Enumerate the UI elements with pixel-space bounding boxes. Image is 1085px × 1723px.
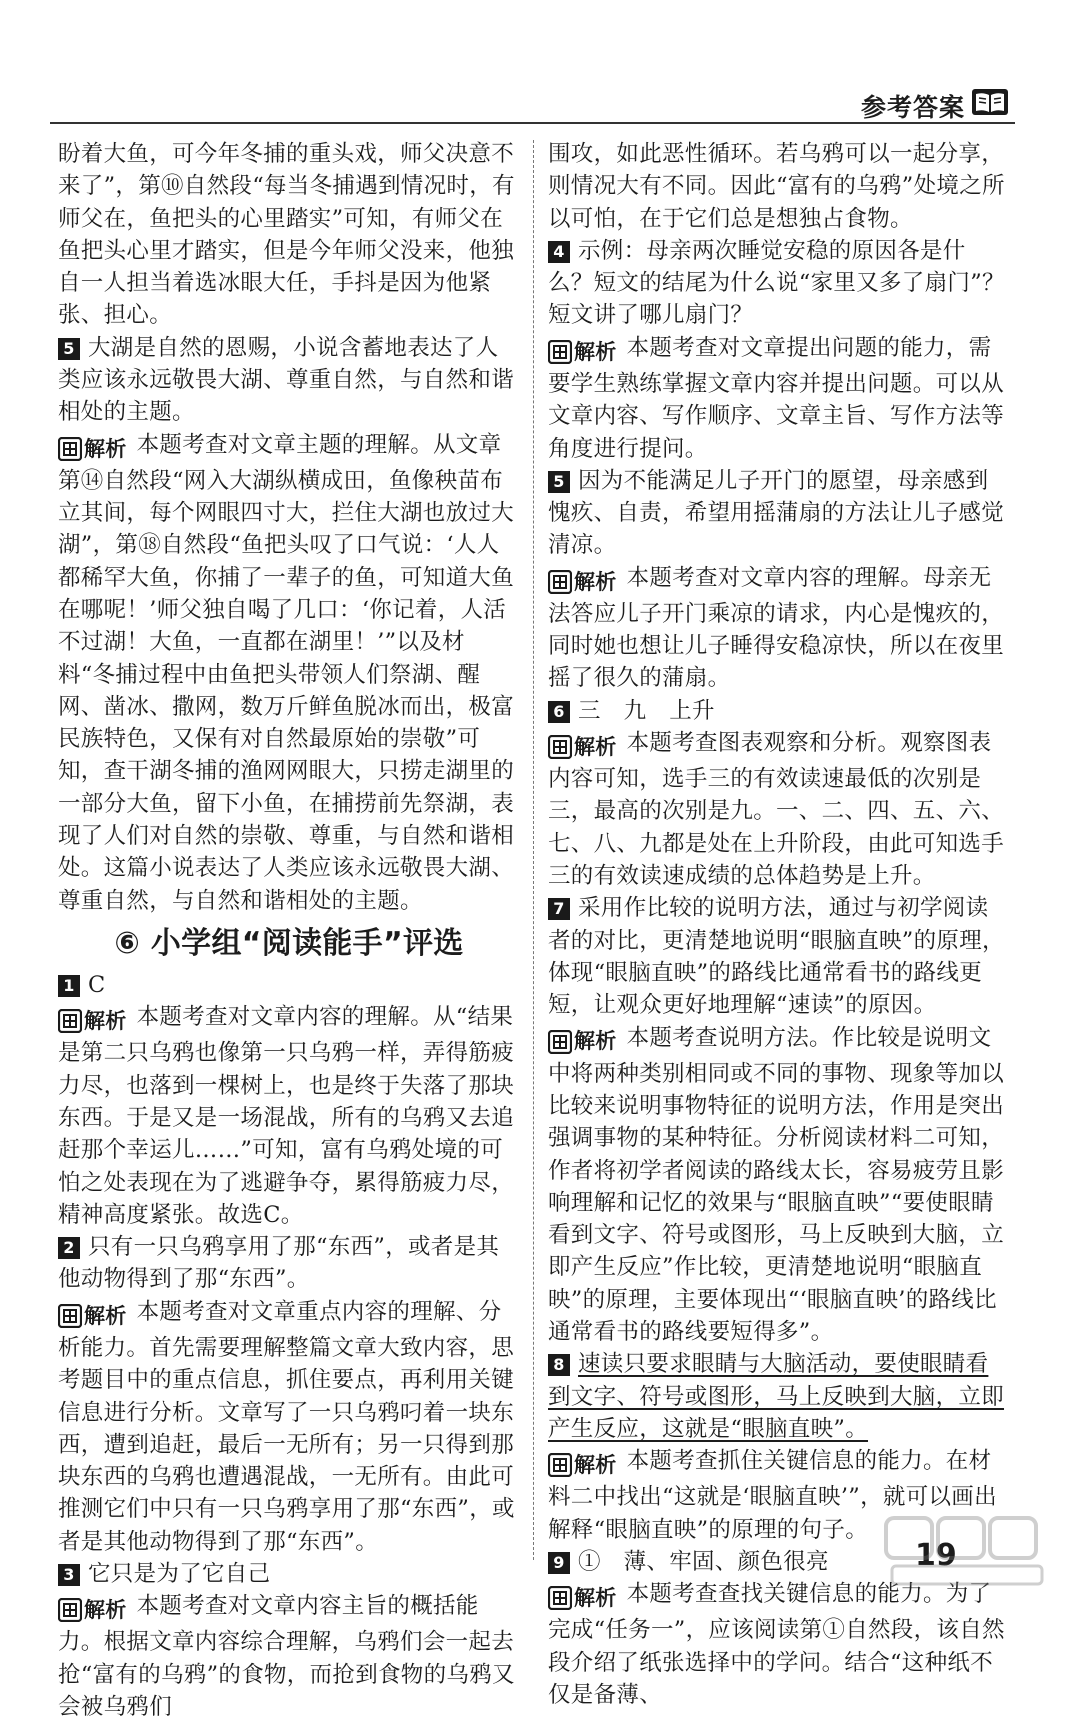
analysis-tag bbox=[548, 565, 617, 598]
paragraph-text: 本题考查图表观察和分析。观察图表内容可知，选手三的有效读速最低的次别是三，最高的次别是九。一、二、四、五、六、七、八、九都是处在上升阶段，由此可知选手三的有效读速成绩的总体趋势是上升。 bbox=[548, 730, 1005, 890]
analysis-paragraph bbox=[548, 332, 1008, 465]
analysis-paragraph bbox=[548, 1578, 1008, 1711]
paragraph-text: 本题考查对文章内容的理解。从“结果是第二只乌鸦也像第一只乌鸦一样，弄得筋疲力尽，也落到一棵树上，也是终于失落了那块东西。于是又是一场混战，所有的乌鸦又去追赶那个幸运儿……”可知，富有乌鸦处境的可怕之处表现在为了逃避争夺，累得筋疲力尽，精神高度紧张。故选C。 bbox=[58, 1004, 515, 1228]
answer-item bbox=[58, 969, 520, 1001]
question-number-badge: 7 bbox=[548, 898, 570, 920]
text-paragraph bbox=[58, 138, 520, 332]
analysis-tag bbox=[548, 730, 617, 763]
header-rule bbox=[50, 122, 1015, 124]
analysis-label: 解析 bbox=[84, 1009, 127, 1034]
paragraph-text: 本题考查对文章主题的理解。从文章第⑭自然段“网入大湖纵横成田，鱼像秧苗布立其间，每个网眼四寸大，拦住大湖也放过大湖”，第⑱自然段“鱼把头叹了口气说：‘人人都稀罕大鱼，你捕了一辈子的鱼，可知道大鱼在哪呢！’师父独自喝了几口：‘你记着，人活不过湖！大鱼，一直都在湖里！’”以及材料“冬捕过程中由鱼把头带领人们祭湖、醒网、凿冰、撒网，数万斤鲜鱼脱冰而出，极富民族特色，又保有对自然最原始的崇敬”可知，查干湖冬捕的渔网网眼大，只捞走湖里的一部分大鱼，留下小鱼，在捕捞前先祭湖，表现了人们对自然的崇敬、尊重，与自然和谐相处。这篇小说表达了人类应该永远敬畏大湖、尊重自然，与自然和谐相处的主题。 bbox=[58, 431, 515, 914]
book-icon bbox=[971, 87, 1009, 117]
analysis-icon bbox=[58, 1304, 82, 1328]
paragraph-text: 本题考查说明方法。作比较是说明文中将两种类别相同或不同的事物、现象等加以比较来说明事物特征的说明方法，作用是突出强调事物的某种特征。分析阅读材料二可知，作者将初学者阅读的路线太长，容易疲劳且影响理解和记忆的效果与“眼脑直映”“要使眼睛看到文字、符号或图形，马上反映到大脑，立即产生反应”作比较，更清楚地说明“眼脑直映”的原理，主要体现出“‘眼脑直映’的路线比通常看书的路线要短得多”。 bbox=[548, 1024, 1005, 1346]
answer-item bbox=[58, 1558, 520, 1590]
paragraph-text: 本题考查抓住关键信息的能力。在材料二中找出“这就是‘眼脑直映’”，就可以画出解释“眼脑直映”的原理的句子。 bbox=[548, 1448, 997, 1543]
paragraph-text: 因为不能满足儿子开门的愿望，母亲感到愧疚、自责，希望用摇蒲扇的方法让儿子感觉清凉。 bbox=[548, 467, 1005, 559]
analysis-paragraph bbox=[58, 1296, 520, 1558]
analysis-label: 解析 bbox=[84, 1598, 127, 1623]
paragraph-text: 采用作比较的说明方法，通过与初学阅读者的对比，更清楚地说明“眼脑直映”的原理，体现“眼脑直映”的路线比通常看书的路线更短，让观众更好地理解“速读”的原因。 bbox=[548, 895, 1005, 1019]
analysis-tag bbox=[548, 335, 617, 368]
paragraph-text: 只有一只乌鸦享用了那“东西”，或者是其他动物得到了那“东西”。 bbox=[58, 1234, 500, 1293]
analysis-tag bbox=[548, 1025, 617, 1058]
analysis-tag bbox=[548, 1581, 617, 1614]
answer-item bbox=[58, 332, 520, 429]
paragraph-text: 盼着大鱼，可今年冬捕的重头戏，师父决意不来了”，第⑩自然段“每当冬捕遇到情况时，有师父在，鱼把头的心里踏实”可知，有师父在鱼把头心里才踏实，但是今年师父没来，他独自一人担当着选冰眼大任，手抖是因为他紧张、担心。 bbox=[58, 141, 515, 329]
analysis-label: 解析 bbox=[574, 1029, 617, 1054]
analysis-tag bbox=[548, 1448, 617, 1481]
right-column bbox=[548, 138, 1028, 1711]
question-number-badge: 3 bbox=[58, 1564, 80, 1586]
question-number-badge: 9 bbox=[548, 1552, 570, 1574]
analysis-paragraph bbox=[58, 429, 520, 917]
paragraph-text: 速读只要求眼睛与大脑活动，要使眼睛看到文字、符号或图形，马上反映到大脑，立即产生反应，这就是“眼脑直映”。 bbox=[548, 1351, 1005, 1442]
analysis-label: 解析 bbox=[574, 339, 617, 364]
paragraph-text: 本题考查对文章提出问题的能力，需要学生熟练掌握文章内容并提出问题。可以从文章内容、写作顺序、文章主旨、写作方法等角度进行提问。 bbox=[548, 334, 1005, 462]
analysis-paragraph bbox=[548, 562, 1008, 695]
question-number-badge: 8 bbox=[548, 1354, 570, 1376]
question-number-badge: 1 bbox=[58, 975, 80, 997]
analysis-icon bbox=[548, 570, 572, 594]
paragraph-text: 大湖是自然的恩赐，小说含蓄地表达了人类应该永远敬畏大湖、尊重自然，与自然和谐相处的主题。 bbox=[58, 334, 515, 426]
analysis-icon bbox=[548, 1453, 572, 1477]
analysis-tag bbox=[58, 1299, 127, 1332]
analysis-paragraph bbox=[548, 1022, 1008, 1349]
analysis-label: 解析 bbox=[84, 436, 127, 461]
answer-item bbox=[548, 465, 1008, 562]
analysis-tag bbox=[58, 432, 127, 465]
question-number-badge: 6 bbox=[548, 701, 570, 723]
section-title: ⑥ 小学组“阅读能手”评选 bbox=[114, 925, 464, 961]
left-column bbox=[58, 138, 520, 1723]
analysis-label: 解析 bbox=[574, 734, 617, 759]
analysis-icon bbox=[58, 437, 82, 461]
question-number-badge: 2 bbox=[58, 1237, 80, 1259]
paragraph-text: ① 薄、牢固、颜色很亮 bbox=[578, 1548, 829, 1575]
paragraph-text: C bbox=[88, 971, 106, 998]
analysis-label: 解析 bbox=[574, 1453, 617, 1478]
paragraph-text: 本题考查对文章重点内容的理解、分析能力。首先需要理解整篇文章大致内容，思考题目中的重点信息，抓住要点，再利用关键信息进行分析。文章写了一只乌鸦叼着一块东西，遭到追赶，最后一无所有；另一只得到那块东西的乌鸦也遭遇混战，一无所有。由此可推测它们中只有一只乌鸦享用了那“东西”，或者是其他动物得到了那“东西”。 bbox=[58, 1298, 515, 1555]
analysis-icon bbox=[548, 1586, 572, 1610]
analysis-paragraph bbox=[548, 727, 1008, 892]
answer-item bbox=[58, 1231, 520, 1296]
analysis-paragraph bbox=[58, 1590, 520, 1723]
page-header bbox=[0, 0, 1085, 130]
paragraph-text: 它只是为了它自己 bbox=[88, 1561, 271, 1587]
question-number-badge: 5 bbox=[548, 471, 570, 493]
analysis-paragraph bbox=[58, 1001, 520, 1231]
analysis-icon bbox=[548, 1030, 572, 1054]
answer-item bbox=[548, 892, 1008, 1021]
question-number-badge: 4 bbox=[548, 241, 570, 263]
analysis-tag bbox=[58, 1004, 127, 1037]
analysis-label: 解析 bbox=[574, 1586, 617, 1611]
paragraph-text: 示例：母亲两次睡觉安稳的原因各是什么？短文的结尾为什么说“家里又多了扇门”？ 短文讲了哪儿扇门？ bbox=[548, 237, 1028, 329]
text-paragraph bbox=[548, 138, 1008, 235]
answer-item bbox=[548, 695, 1008, 727]
analysis-icon bbox=[58, 1009, 82, 1033]
column-divider bbox=[533, 140, 534, 1560]
paragraph-text: 本题考查查找关键信息的能力。为了完成“任务一”，应该阅读第①自然段，该自然段介绍了纸张选择中的学问。结合“这种纸不仅是备薄、 bbox=[548, 1581, 1005, 1709]
analysis-label: 解析 bbox=[574, 569, 617, 594]
analysis-icon bbox=[548, 340, 572, 364]
analysis-label: 解析 bbox=[84, 1303, 127, 1328]
answer-item bbox=[548, 1348, 1008, 1445]
page-number: 19 bbox=[915, 1538, 957, 1573]
header-title: 参考答案 bbox=[860, 93, 965, 122]
analysis-tag bbox=[58, 1593, 127, 1626]
paragraph-text: 本题考查对文章内容的理解。母亲无法答应儿子开门乘凉的请求，内心是愧疚的，同时她也想让儿子睡得安稳凉快，所以在夜里摇了很久的蒲扇。 bbox=[548, 564, 1005, 692]
paragraph-text: 本题考查对文章内容主旨的概括能力。根据文章内容综合理解，乌鸦们会一起去抢“富有的乌鸦”的食物，而抢到食物的乌鸦又会被乌鸦们 bbox=[58, 1593, 515, 1721]
question-number-badge: 5 bbox=[58, 338, 80, 360]
watermark-logo bbox=[882, 1510, 1072, 1590]
answer-item bbox=[548, 235, 1028, 332]
analysis-icon bbox=[548, 735, 572, 759]
analysis-icon bbox=[58, 1598, 82, 1622]
paragraph-text: 围攻，如此恶性循环。若乌鸦可以一起分享，则情况大有不同。因此“富有的乌鸦”处境之所以可怕，在于它们总是想独占食物。 bbox=[548, 141, 1005, 232]
paragraph-text: 三 九 上升 bbox=[578, 697, 715, 724]
